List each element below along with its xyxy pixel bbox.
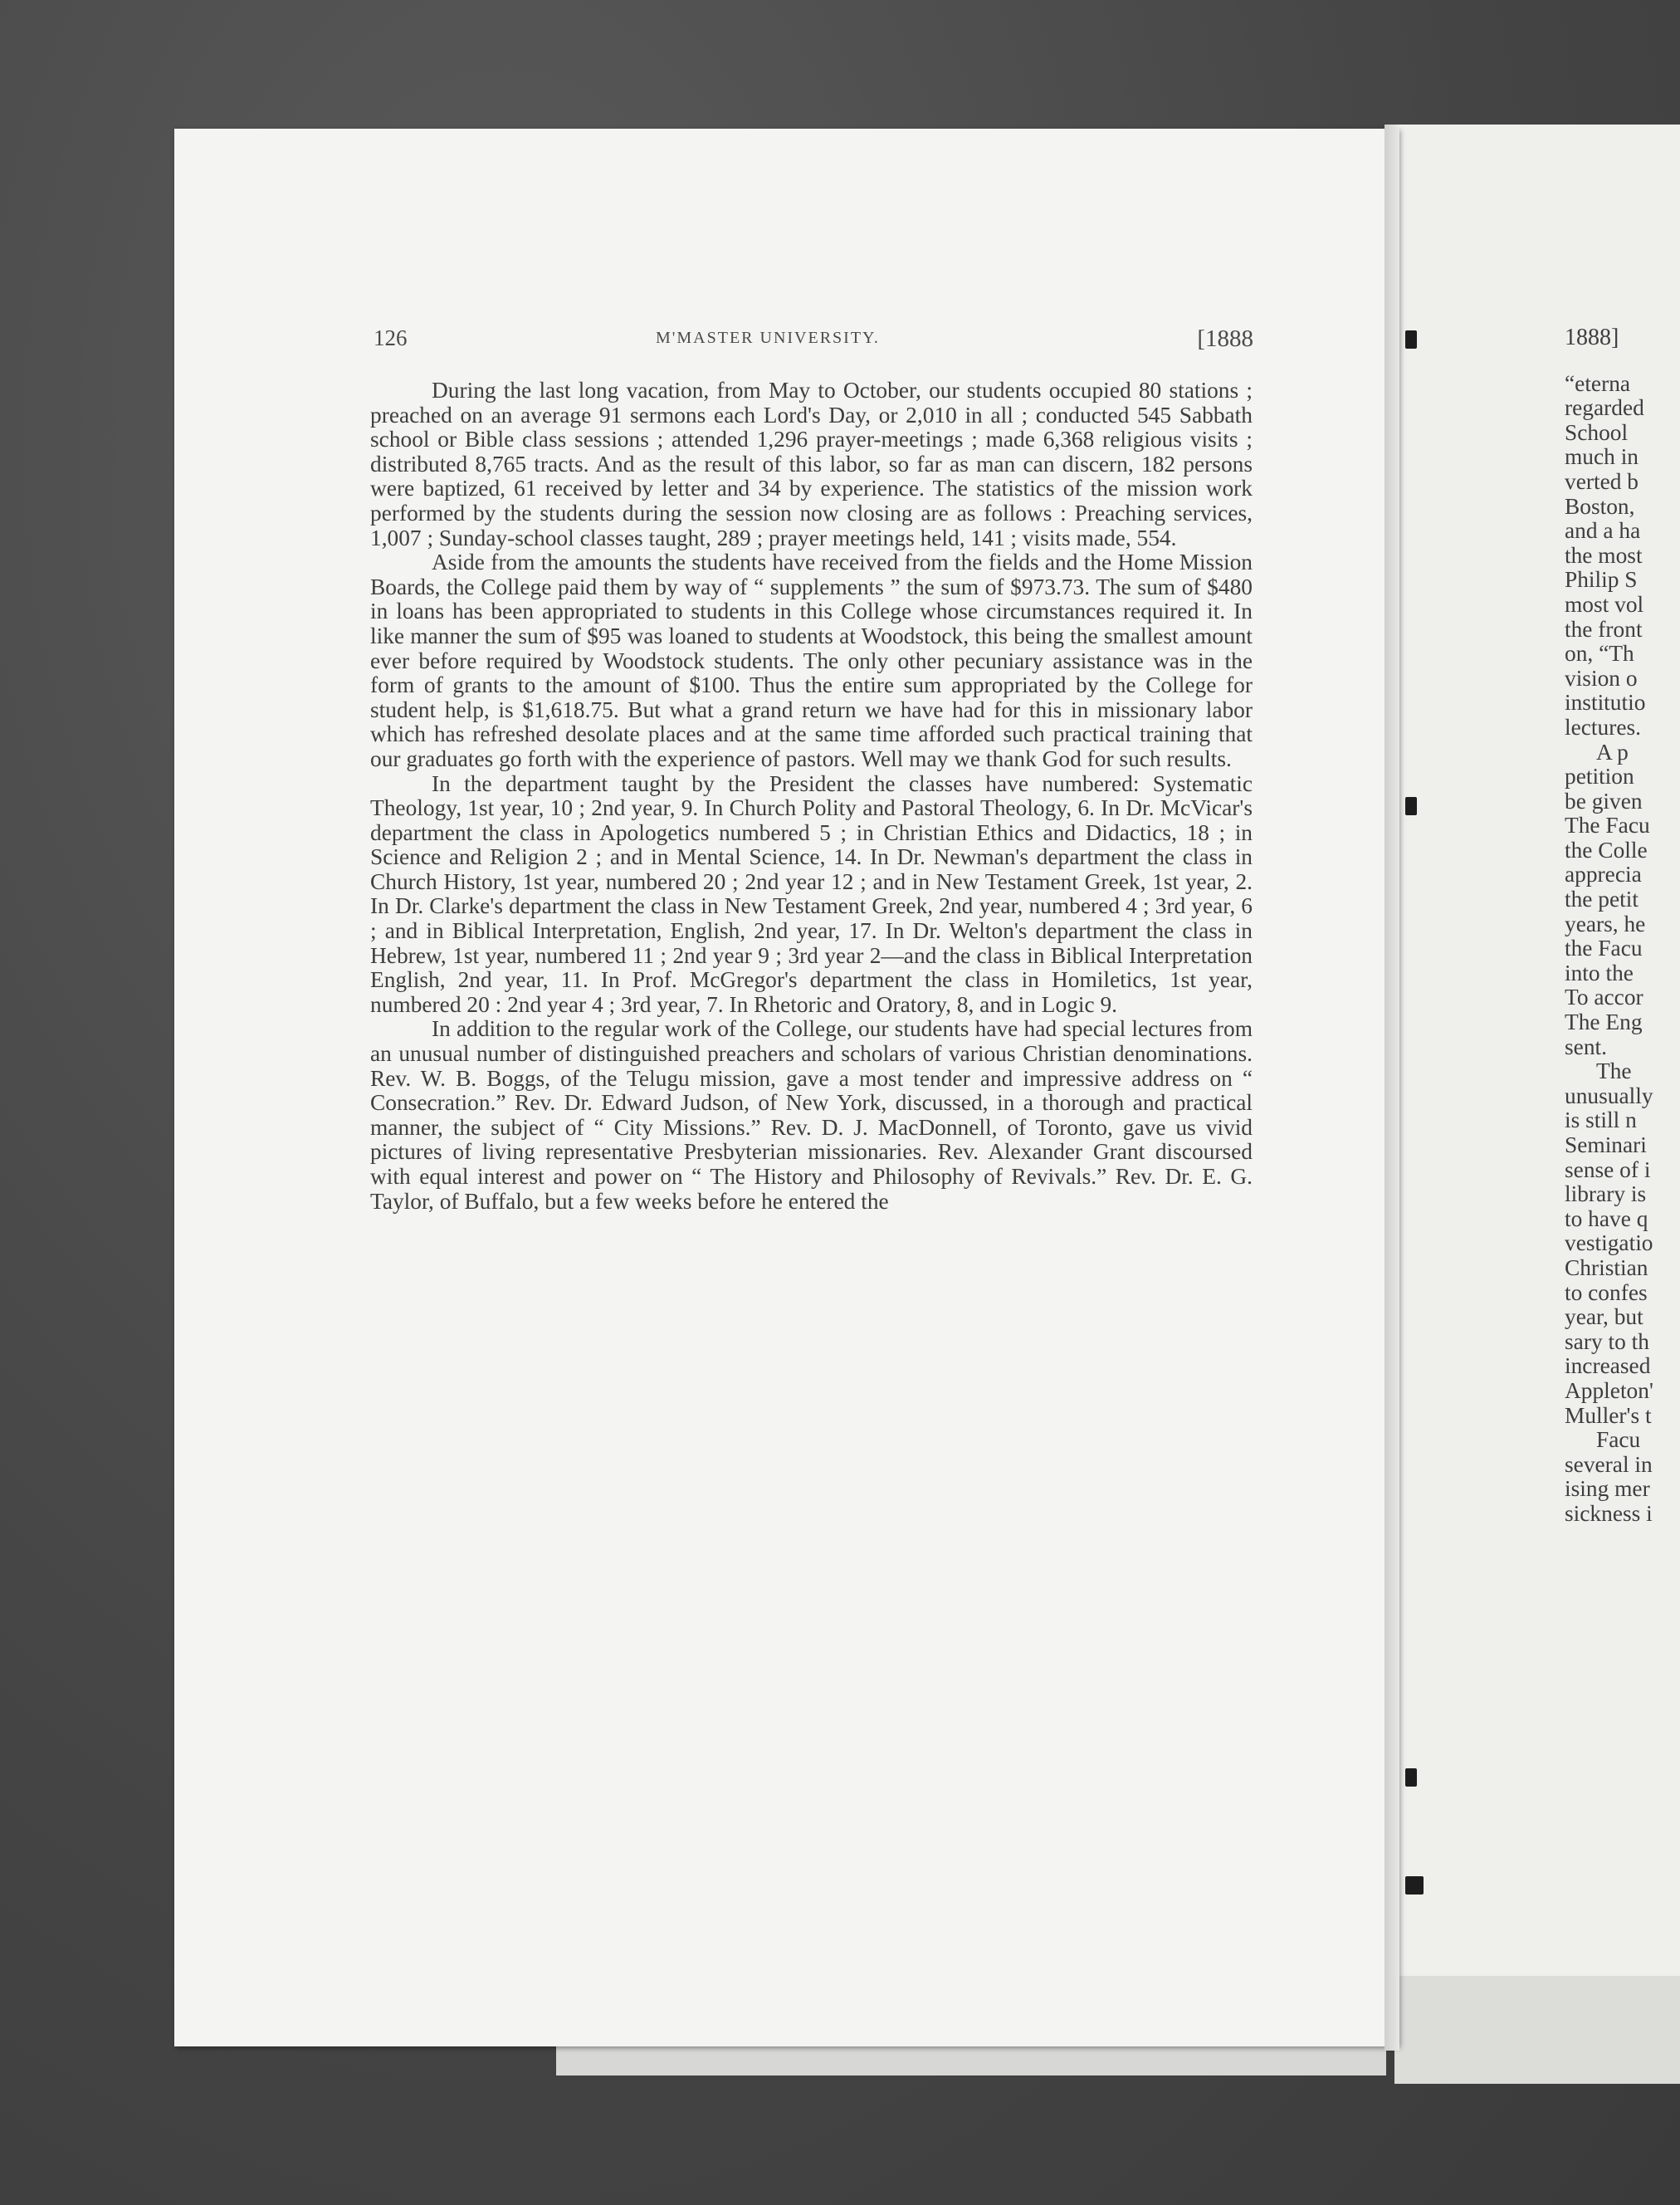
right-page-line: the front <box>1565 616 1643 642</box>
book-gutter <box>1385 125 1399 2051</box>
paragraph: In addition to the regular work of the College, our students have had special lectures from an unusual number of distinguished preachers and scholars of various Christian denominations. Rev. W. B. Boggs, of the Telugu mission, gave a most tender and impressive address on “ Consecration.” Rev. Dr. Edward Judson, of New York, discussed, in a thorough and practical manner, the subject of “ City Missions.” Rev. D. J. MacDonnell, of Toronto, gave us vivid pictures of living representative Presbyterian missionaries. Rev. Alexander Grant discoursed with equal interest and power on “ The History and Philosophy of Revivals.” Rev. Dr. E. G. Taylor, of Buffalo, but a few weeks before he entered the <box>370 1016 1253 1214</box>
right-page-line: regarded <box>1565 395 1644 421</box>
right-page-line: is still n <box>1565 1107 1637 1133</box>
right-page-line: unusually <box>1565 1083 1653 1108</box>
right-page-line: A p <box>1596 739 1629 765</box>
paragraph: In the department taught by the President the classes have numbered: Systematic Theology, 1st year, 10 ; 2nd year, 9. In Church Polity and Pastoral Theology, 6. In Dr. McVicar's department the class in Apologetics numbered 5 ; in Christian Ethics and Didactics, 18 ; in Science and Religion 2 ; and in Mental Science, 14. In Dr. Newman's department the class in Church History, 1st year, numbered 20 ; 2nd year 12 ; and in New Testament Greek, 1st year, 2. In Dr. Clarke's department the class in New Testament Greek, 2nd year, numbered 4 ; 3rd year, 6 ; and in Biblical Interpretation, English, 2nd year, 17. In Dr. Welton's department the class in Hebrew, 1st year, numbered 11 ; 2nd year 9 ; 3rd year 2—and the class in Biblical Interpretation English, 2nd year, 11. In Prof. McGregor's department the class in Homiletics, 1st year, numbered 20 : 2nd year 4 ; 3rd year, 7. In Rhetoric and Oratory, 8, and in Logic 9. <box>370 770 1253 1017</box>
right-page-line: institutio <box>1565 690 1646 716</box>
right-page-line: ising mer <box>1565 1476 1650 1502</box>
right-page-line: sense of i <box>1565 1156 1651 1182</box>
right-page-line: The Facu <box>1565 813 1650 838</box>
right-page-line: year, but <box>1565 1304 1643 1330</box>
right-page-line: Muller's t <box>1565 1402 1652 1428</box>
right-page-line: The Eng <box>1565 1010 1643 1035</box>
running-title: M'MASTER UNIVERSITY. <box>656 329 880 347</box>
right-page-line: increased <box>1565 1353 1651 1379</box>
right-page-line: vision o <box>1565 665 1638 691</box>
right-page-line: library is <box>1565 1181 1647 1207</box>
right-page-line: on, “Th <box>1565 641 1634 667</box>
right-page-line: years, he <box>1565 911 1646 936</box>
right-page-line: to confes <box>1565 1279 1648 1305</box>
right-page-line: apprecia <box>1565 862 1642 887</box>
right-page-line: Facu <box>1596 1427 1641 1453</box>
right-running-year: 1888] <box>1565 325 1619 350</box>
left-page-body <box>370 379 1253 1214</box>
right-page-line: Seminari <box>1565 1132 1647 1157</box>
binding-mark <box>1405 1768 1417 1787</box>
right-page-line: the Colle <box>1565 837 1648 863</box>
right-page-line: sent. <box>1565 1034 1607 1059</box>
right-page-line: To accor <box>1565 985 1643 1010</box>
right-page-line: several in <box>1565 1451 1653 1477</box>
right-page-line: the most <box>1565 542 1643 568</box>
binding-mark <box>1405 797 1417 815</box>
right-page-line: The <box>1596 1058 1632 1084</box>
right-page-line: to have q <box>1565 1205 1648 1231</box>
paragraph: During the last long vacation, from May to October, our students occupied 80 stations ; preached on an average 91 sermons each Lord's Day, or 2,010 in all ; conducted 545 Sabbath school or Bible class sessions ; attended 1,296 prayer-meetings ; made 6,368 religious visits ; distributed 8,765 tracts. And as the result of this labor, so far as man can discern, 182 persons were baptized, 61 received by letter and 34 by experience. The statistics of the mission work performed by the students during the session now closing are as follows : Preaching services, 1,007 ; Sunday-school classes taught, 289 ; prayer meetings held, 141 ; visits made, 554. <box>370 378 1253 550</box>
right-page-line: School <box>1565 419 1629 445</box>
binding-mark <box>1405 330 1417 349</box>
running-year: [1888 <box>1197 325 1253 352</box>
right-page-line: sary to th <box>1565 1328 1649 1354</box>
right-page-line: sickness i <box>1565 1500 1653 1526</box>
right-page-body <box>1565 325 1680 1527</box>
right-page-line: the Facu <box>1565 936 1643 961</box>
right-page-lines <box>1565 372 1680 1527</box>
right-page-line: Boston, <box>1565 493 1635 519</box>
right-page-line: verted b <box>1565 468 1638 494</box>
page-number: 126 <box>374 325 408 350</box>
right-page-line: Philip S <box>1565 567 1638 593</box>
right-page-line: much in <box>1565 444 1639 470</box>
right-page-line: “eterna <box>1565 370 1631 396</box>
running-head <box>374 325 1253 350</box>
right-page-line: lectures. <box>1565 714 1642 740</box>
right-page-line: be given <box>1565 788 1643 814</box>
right-page-line: Christian <box>1565 1254 1648 1280</box>
right-page-line: the petit <box>1565 887 1638 912</box>
right-page-line: vestigatio <box>1565 1230 1653 1256</box>
right-page-edge <box>1394 1976 1680 2084</box>
paragraph: Aside from the amounts the students have received from the fields and the Home Mission Boards, the College paid them by way of “ supplements ” the sum of $973.73. The sum of $480 in loans has been appropriated to students in this College whose circumstances required it. In like manner the sum of $95 was loaned to students at Woodstock, this being the smallest amount ever before required by Woodstock students. The only other pecuniary assistance was in the form of grants to the amount of $100. Thus the entire sum appropriated by the College for student help, is $1,618.75. But what a grand return we have had for this in missionary labor which has refreshed desolate places and at the same time afforded such practical training that our graduates go forth with the experience of pastors. Well may we thank God for such results. <box>370 550 1253 771</box>
binding-mark <box>1405 1876 1424 1895</box>
right-page-line: most vol <box>1565 591 1644 617</box>
right-page-line: petition <box>1565 764 1634 790</box>
right-page-line: into the <box>1565 960 1634 985</box>
right-page-line: Appleton' <box>1565 1377 1653 1403</box>
right-page-line: and a ha <box>1565 518 1641 544</box>
